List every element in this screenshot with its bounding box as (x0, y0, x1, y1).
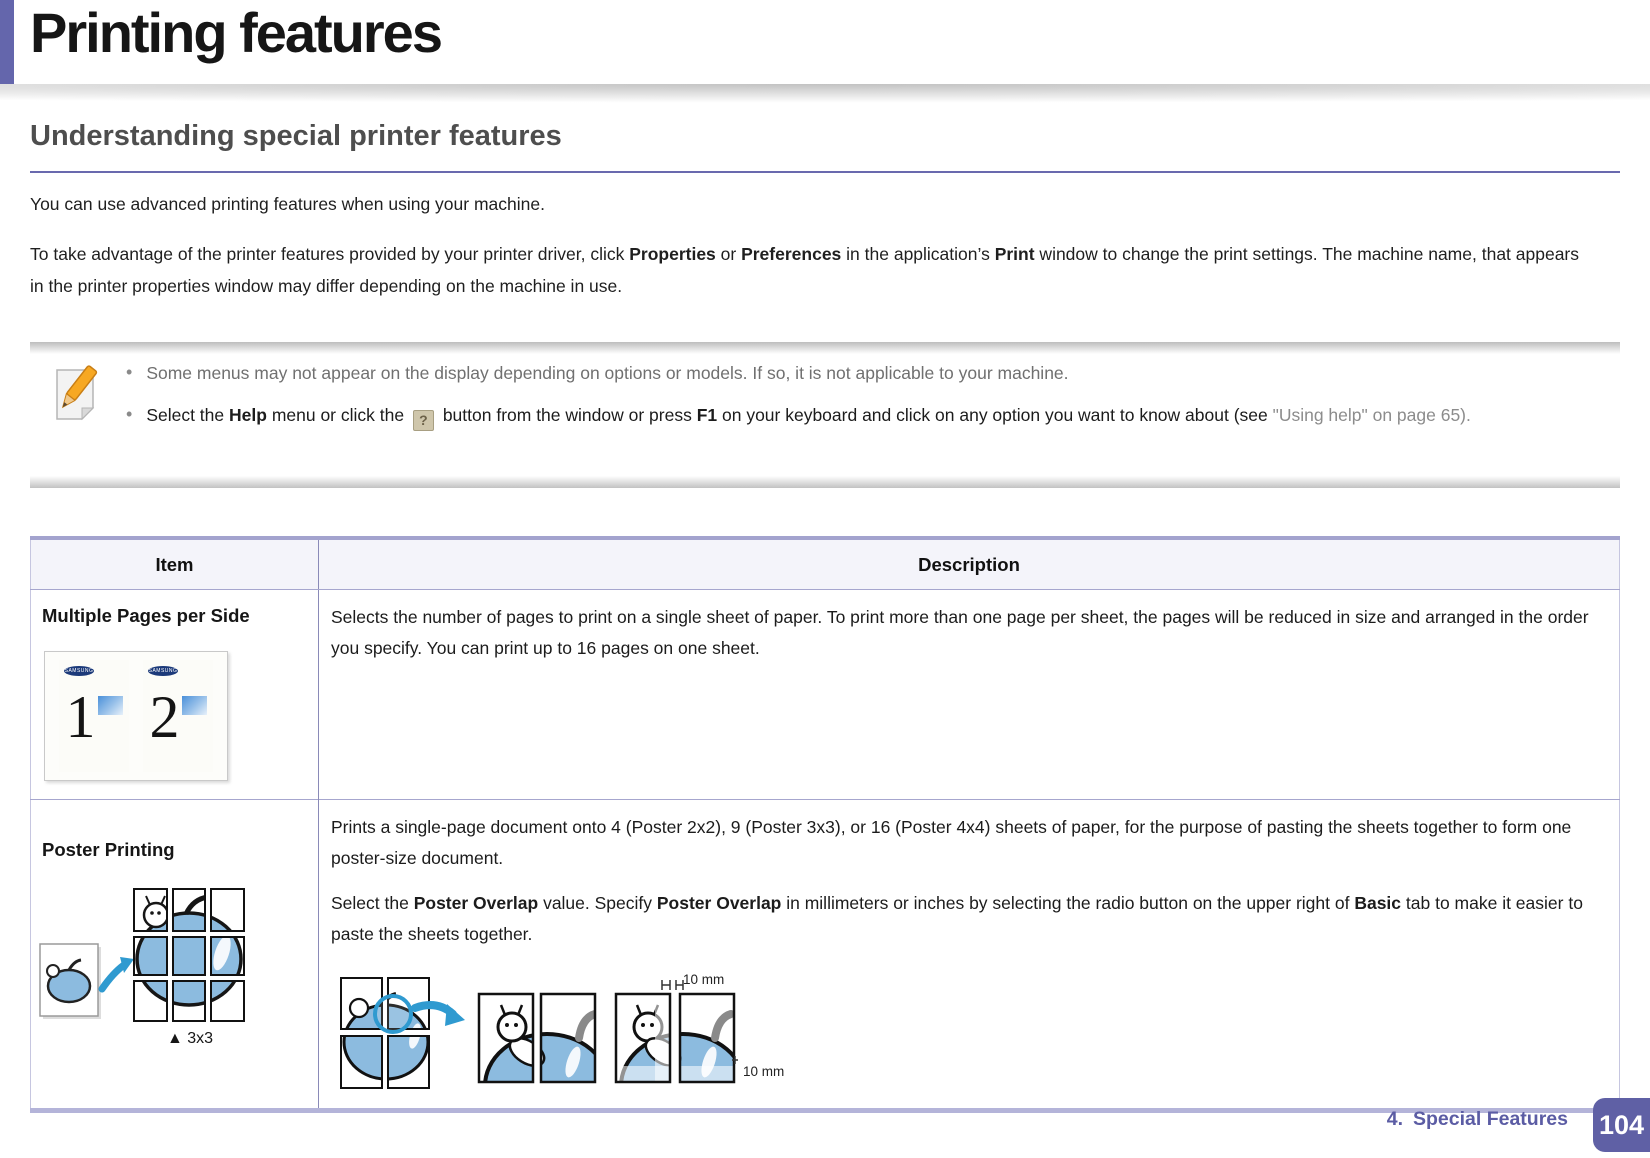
footer-chapter (1387, 1108, 1568, 1131)
poster-overlap-keyword: Poster Overlap (656, 893, 782, 913)
f1-keyword: F1 (696, 405, 718, 425)
poster-grid-caption: ▲ 3x3 (166, 1030, 214, 1047)
overlap-right-label: 10 mm (743, 1064, 785, 1079)
note-text: on your keyboard and click on any option you want to know about (see (717, 405, 1273, 425)
desc-text: value. Specify (538, 893, 657, 913)
samsung-logo: SAMSUNG (64, 668, 94, 674)
intro-paragraph-1: You can use advanced printing features when using your machine. (30, 194, 545, 214)
section-title: Understanding special printer features (30, 120, 562, 152)
note-bullet-1 (126, 358, 1601, 388)
chapter-number: 4. (1386, 1108, 1403, 1130)
page-title: Printing features (30, 1, 441, 64)
item-cell-multiple-pages (31, 590, 319, 800)
note-text: Select the (146, 405, 230, 425)
help-icon: ? (413, 410, 434, 431)
column-header-item: Item (31, 538, 319, 590)
table-row-poster-printing (31, 800, 1620, 1111)
page-number-1: 1 (65, 684, 96, 750)
print-keyword: Print (994, 244, 1035, 264)
features-table (30, 536, 1620, 1113)
header-divider-shadow (0, 84, 1650, 106)
desc-text: Select the (331, 893, 414, 913)
chapter-accent-bar (0, 0, 14, 90)
note-box (30, 342, 1620, 488)
overlap-top-label: 10 mm (683, 972, 725, 987)
multiple-pages-thumbnail (44, 651, 228, 781)
multiple-pages-description: Selects the number of pages to print on a single sheet of paper. To print more than one page per sheet, the pages will be reduced in size and arranged in the order you specify. You can print up to 16 pages on one sheet. (331, 607, 1589, 658)
photo-placeholder (182, 696, 207, 715)
desc-text: tab to make it easier to paste the sheets together. (331, 893, 1583, 944)
properties-keyword: Properties (629, 244, 716, 264)
bullet-marker: • (126, 404, 133, 424)
samsung-logo: SAMSUNG (148, 668, 178, 674)
section-underline (30, 171, 1620, 173)
column-header-description: Description (319, 538, 1620, 590)
item-label: Poster Printing (42, 839, 175, 860)
intro-text: in the application’s (841, 244, 995, 264)
intro-text: To take advantage of the printer features provided by your printer driver, click (30, 244, 630, 264)
intro-paragraph-2 (30, 238, 1585, 302)
page-number-2: 2 (149, 684, 180, 750)
note-bullet-1-text: Some menus may not appear on the display depending on options or models. If so, it is not applicable to your machine. (146, 363, 1069, 383)
description-cell-poster-printing (319, 800, 1620, 1111)
photo-placeholder (98, 696, 123, 715)
basic-keyword: Basic (1354, 893, 1402, 913)
description-cell-multiple-pages (319, 590, 1620, 800)
help-keyword: Help (229, 405, 267, 425)
chapter-title: Special Features (1413, 1108, 1568, 1130)
intro-text: or (715, 244, 742, 264)
note-bullet-2 (126, 400, 1601, 431)
item-cell-poster-printing (31, 800, 319, 1111)
table-header-row (31, 538, 1620, 590)
using-help-link[interactable]: "Using help" on page 65). (1272, 405, 1471, 425)
poster-description-1: Prints a single-page document onto 4 (Poster 2x2), 9 (Poster 3x3), or 16 (Poster 4x4) sheets of paper, for the purpose of pasting the sheets together to form one poster-size document. (331, 817, 1572, 868)
thumbnail-page-2 (143, 660, 213, 772)
thumbnail-page-1 (59, 660, 129, 772)
page-number-badge: 104 (1593, 1098, 1650, 1152)
intro-text: window to change the print settings. The machine name, that appears in the printer properties window may differ depending on the machine in use. (30, 244, 1580, 296)
note-text: menu or click the (266, 405, 409, 425)
note-pencil-icon (52, 362, 104, 422)
poster-overlap-keyword: Poster Overlap (413, 893, 539, 913)
note-bullet-list (126, 358, 1601, 431)
table-row-multiple-pages (31, 590, 1620, 800)
bullet-marker: • (126, 362, 133, 382)
poster-overlap-diagram (331, 964, 821, 1098)
desc-text: in millimeters or inches by selecting the radio button on the upper right of (781, 893, 1355, 913)
preferences-keyword: Preferences (741, 244, 842, 264)
note-bullet-2-text (146, 400, 1471, 431)
note-text: button from the window or press (437, 405, 697, 425)
poster-3x3-diagram (36, 881, 266, 1048)
poster-description-2 (331, 888, 1601, 950)
item-label: Multiple Pages per Side (42, 605, 250, 626)
